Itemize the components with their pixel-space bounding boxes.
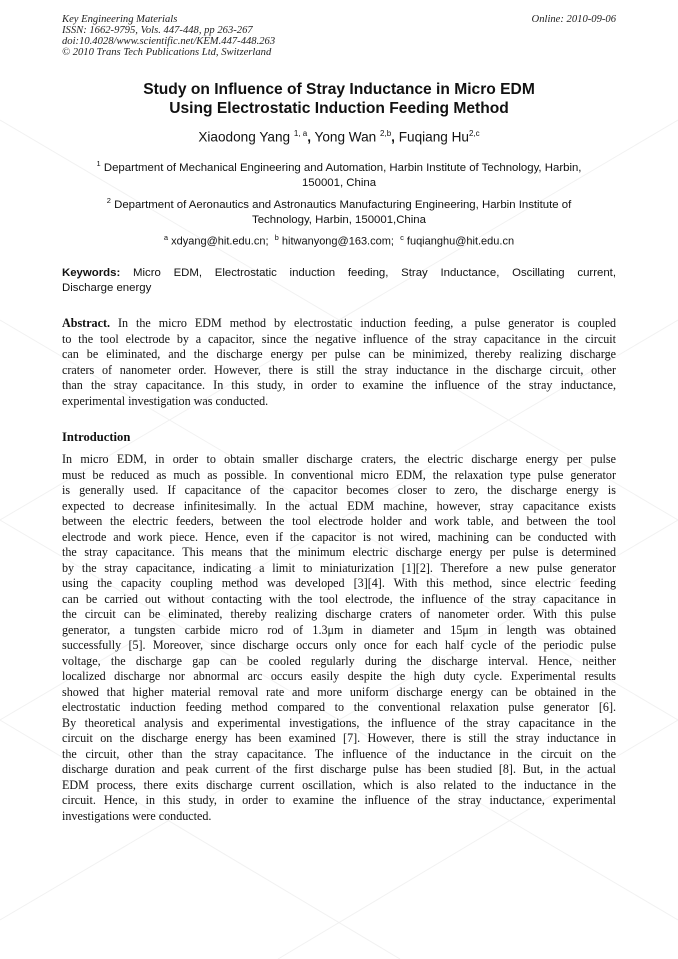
keywords-label: Keywords: (62, 267, 121, 279)
affiliation-mark: 2 (106, 196, 111, 205)
abstract-line: experimental investigation was conducted. (62, 393, 269, 408)
affiliation-line: Department of Mechanical Engineering and Automation, Harbin Institute of Technology, Harbin, (103, 161, 582, 174)
introduction-heading: Introduction (62, 430, 131, 444)
journal-name: Key Engineering Materials (62, 14, 178, 25)
paragraph-line: voltage, the discharge gap can be cooled regularly during the discharge interval. Hence, neither (62, 653, 616, 668)
paragraph-line: showed that higher material removal rate and more uniform discharge energy can be obtained in the (62, 684, 616, 699)
author-name: Fuqiang Hu (398, 129, 469, 145)
email-list (62, 230, 616, 250)
introduction-section (62, 452, 616, 824)
abstract-label: Abstract. (62, 316, 111, 330)
paragraph-line: circuit on the discharge energy has been examined [7]. However, there is still the stray inductance in (62, 731, 616, 745)
title-line-1: Study on Influence of Stray Inductance in Micro EDM (143, 81, 535, 98)
paragraph-line: expected to decrease infinitesimally. In the actual EDM machine, however, stray capacitance exists (62, 498, 616, 513)
author-list (62, 129, 616, 145)
paragraph-line: can be carried out without contacting with the tool electrode, the influence of the stray capacitance in (62, 591, 616, 606)
affiliation-2 (62, 193, 616, 228)
paragraph-line: by the stray capacitance, indicating a limit to miniaturization [1][2]. Therefore a new pulse generator (62, 560, 616, 575)
paragraph-line: discharge duration and peak current of the first discharge pulse has been studied [8]. But, in the actual (62, 762, 616, 776)
paragraph-line: successfully [5]. Moreover, since discharge occurs only once for each half cycle of the periodic pulse (62, 638, 616, 652)
abstract-section (62, 316, 616, 409)
paragraph-line: EDM process, there exits discharge current oscillation, which is also related to the inductance in the (62, 777, 616, 792)
paragraph-line: investigations were conducted. (62, 808, 212, 823)
paragraph-line: localized discharge nor abnormal arc occurs easily despite the high duty cycle. Experimental results (62, 669, 616, 683)
author-affiliation-mark: 1, a (293, 129, 308, 138)
affiliation-line: Technology, Harbin, 150001,China (252, 213, 426, 226)
paragraph-line: the circuit, other than the stray capacitance. The influence of the inductance in the circuit on the (62, 746, 616, 761)
paragraph-line: By theoretical analysis and experimental investigations, the influence of the stray capacitance in the (62, 715, 616, 730)
abstract-line: than the stray capacitance. In this study, in order to examine the influence of the stray inductance, (62, 378, 616, 392)
publication-info (62, 14, 275, 58)
doi-line: doi:10.4028/www.scientific.net/KEM.447-448.263 (62, 36, 276, 47)
email-mark: a (163, 233, 169, 242)
paragraph-line: the circuit can be eliminated, thereby realizing discharge craters of nanometer order. With this pulse (62, 607, 616, 621)
paragraph-line: generator, a tungsten carbide micro rod of 1.3μm in diameter and 15μm in length was obtained (62, 622, 616, 637)
author-separator: , (391, 129, 395, 145)
author-affiliation-mark: 2,b (380, 129, 392, 138)
title-line-2: Using Electrostatic Induction Feeding Method (169, 100, 509, 117)
affiliation-line: Department of Aeronautics and Astronautics Manufacturing Engineering, Harbin Institute of (114, 198, 572, 211)
paragraph-line: In micro EDM, in order to obtain smaller discharge craters, the electric discharge energy per pulse (62, 452, 616, 466)
email-address[interactable]: hitwanyong@163.com; (281, 235, 394, 248)
paragraph-line: the stray capacitance. This means that the minimum electric discharge energy per pulse is determined (62, 545, 616, 559)
abstract-line: In the micro EDM method by electrostatic induction feeding, a pulse generator is coupled (118, 316, 616, 330)
email-address[interactable]: fuqianghu@hit.edu.cn (406, 235, 515, 248)
email-address[interactable]: xdyang@hit.edu.cn; (171, 235, 269, 248)
paper-title (62, 80, 616, 118)
paragraph-line: electrostatic induction feeding method compared to the conventional relaxation pulse generator [6]. (62, 700, 616, 714)
paragraph-line: circuit. Hence, in this study, in order to examine the influence of the stray inductance, experimental (62, 793, 616, 807)
paragraph-line: is generally used. If capacitance of the capacitor becomes closer to zero, the discharge energy is (62, 483, 616, 497)
affiliation-line: 150001, China (301, 176, 377, 189)
email-mark: c (400, 233, 404, 242)
issn-line: ISSN: 1662-9795, Vols. 447-448, pp 263-267 (62, 25, 253, 36)
email-mark: b (274, 233, 279, 242)
keywords-text-continued: Discharge energy (62, 282, 152, 294)
online-date: Online: 2010-09-06 (531, 14, 616, 25)
paragraph-line: using the capacity coupling method was developed [3][4]. With this method, since electric feeding (62, 576, 616, 590)
keywords-text: Micro EDM, Electrostatic induction feeding, Stray Inductance, Oscillating current, (132, 267, 616, 279)
copyright-line: © 2010 Trans Tech Publications Ltd, Switzerland (62, 47, 272, 58)
abstract-line: can be eliminated, and the discharge energy per pulse can be minimized, thereby realizing discharge (62, 347, 616, 361)
abstract-line: craters of nanometer order. However, there is still the stray inductance in the discharge circuit, other (62, 362, 616, 377)
affiliation-1 (62, 156, 616, 191)
paragraph-line: must be reduced as much as possible. In conventional micro EDM, the relaxation type pulse generator (62, 467, 616, 482)
author-separator: , (307, 129, 311, 145)
paragraph-line: between the electric feeders, between the tool electrode holder and work table, and between the tool (62, 514, 616, 528)
abstract-line: to the tool electrode by a capacitor, since the negative influence of the stray capacitance in the circuit (62, 331, 616, 346)
paragraph-line: electrode and work piece. Hence, even if the capacitor is not wired, machining can be conducted with (62, 529, 616, 544)
keywords-section (62, 266, 616, 296)
affiliation-mark: 1 (96, 159, 101, 168)
author-name: Xiaodong Yang (198, 129, 291, 145)
author-name: Yong Wan (314, 129, 377, 145)
author-affiliation-mark: 2,c (468, 129, 480, 138)
